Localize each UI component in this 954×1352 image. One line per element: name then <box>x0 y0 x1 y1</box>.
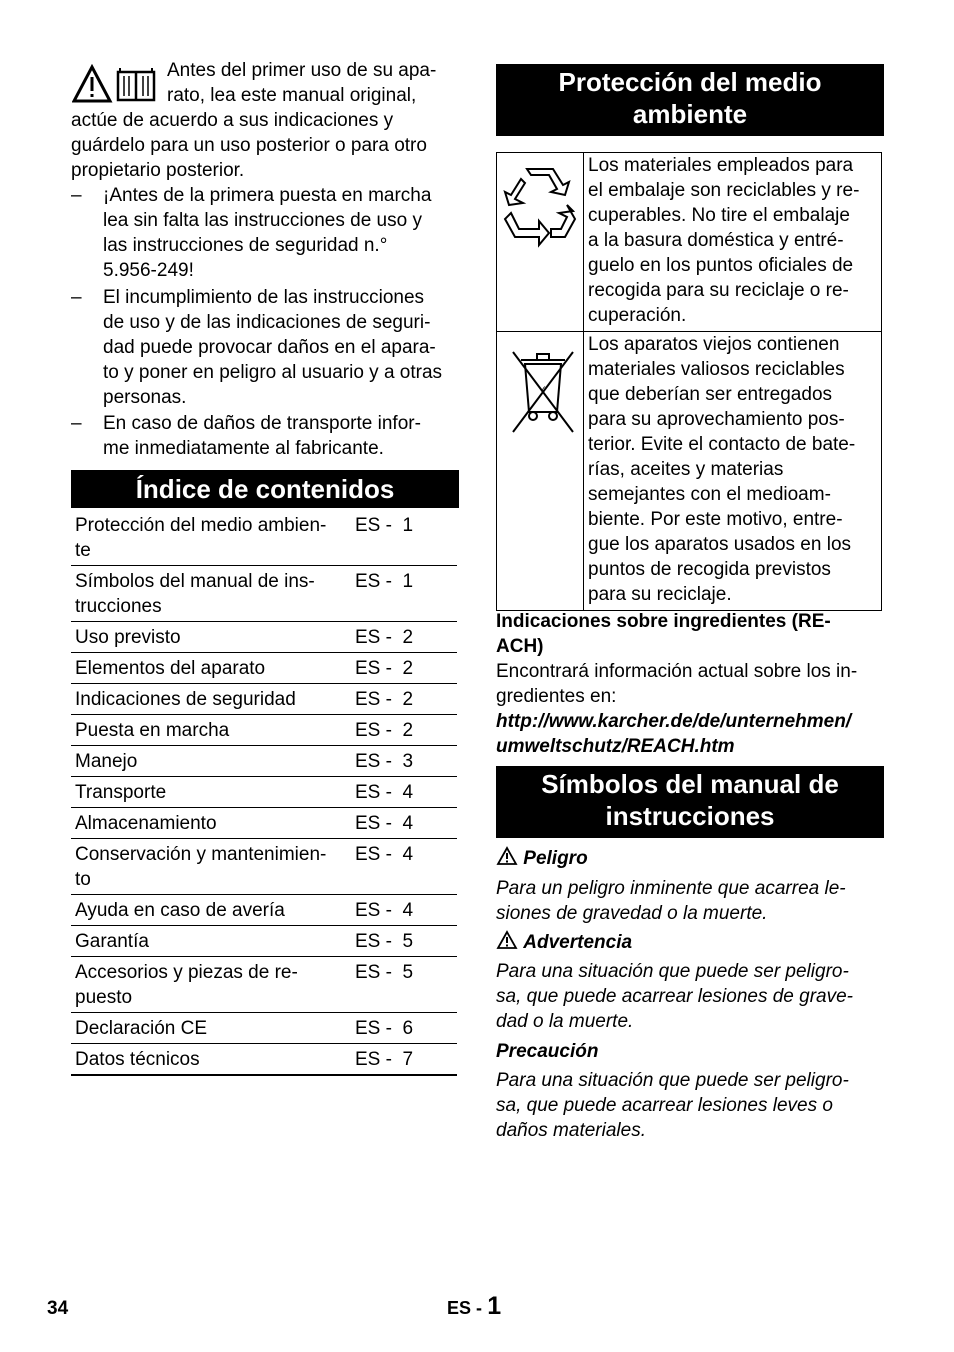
toc-row <box>71 1044 457 1076</box>
toc-entry-page: ES - 2 <box>355 684 457 715</box>
toc-entry-page: ES - 3 <box>355 746 457 777</box>
toc-entry-page: ES - 6 <box>355 1013 457 1044</box>
toc-entry-title: Conservación y mantenimien- to <box>71 839 355 895</box>
toc-row <box>71 746 457 777</box>
bullet-dash: – <box>71 287 82 308</box>
toc-entry-page: ES - 2 <box>355 715 457 746</box>
env-row <box>497 153 882 332</box>
toc-entry-page: ES - 1 <box>355 566 457 622</box>
reach-link[interactable]: http://www.karcher.de/de/unternehmen/ umweltschutz/REACH.htm <box>496 711 852 757</box>
section-prefix: ES - <box>447 1298 483 1318</box>
bullet-dash: – <box>71 185 82 206</box>
toc-entry-title: Puesta en marcha <box>71 715 355 746</box>
toc-row <box>71 926 457 957</box>
toc-entry-title: Indicaciones de seguridad <box>71 684 355 715</box>
precaucion-text: Para una situación que puede ser peligro- sa, que puede acarrear lesiones leves o daños materiales. <box>496 1070 849 1141</box>
toc-entry-title: Símbolos del manual de ins- trucciones <box>71 566 355 622</box>
toc-entry-title: Elementos del aparato <box>71 653 355 684</box>
precaucion-label: Precaución <box>496 1041 599 1062</box>
toc-entry-page: ES - 4 <box>355 839 457 895</box>
page-number: 34 <box>47 1298 69 1319</box>
toc-entry-page: ES - 7 <box>355 1044 457 1076</box>
toc-row <box>71 566 457 622</box>
svg-text:✓: ✓ <box>539 385 547 395</box>
intro-lead-text: Antes del primer uso de su apa- rato, lea este manual original, <box>167 60 437 106</box>
recycle-icon <box>501 165 581 255</box>
toc-entry-page: ES - 5 <box>355 957 457 1013</box>
reach-title: Indicaciones sobre ingredientes (RE- ACH) <box>496 611 831 657</box>
intro-continued-text: actúe de acuerdo a sus indicaciones y guárdelo para un uso posterior o para otro propietario posterior. <box>71 110 427 181</box>
toc-entry-title: Ayuda en caso de avería <box>71 895 355 926</box>
toc-table <box>71 510 457 1076</box>
peligro-heading <box>496 846 896 871</box>
env-row <box>497 332 882 611</box>
recycle-text: Los materiales empleados para el embalaje son reciclables y re- cuperables. No tire el embalaje a la basura doméstica y entré- guelo en los puntos oficiales de recogida para su reciclaje o re- cuperación. <box>584 153 882 332</box>
toc-row <box>71 653 457 684</box>
toc-entry-page: ES - 2 <box>355 622 457 653</box>
toc-row <box>71 510 457 566</box>
toc-row <box>71 1013 457 1044</box>
toc-entry-title: Datos técnicos <box>71 1044 355 1076</box>
warning-triangle-icon <box>496 930 518 950</box>
toc-entry-title: Manejo <box>71 746 355 777</box>
env-icon-cell <box>497 332 584 611</box>
bullet-text: ¡Antes de la primera puesta en marcha lea sin falta las instrucciones de uso y las instrucciones de seguridad n.° 5.956-249! <box>103 185 432 281</box>
env-icon-cell <box>497 153 584 332</box>
reach-text: Encontrará información actual sobre los in- gredientes en: <box>496 661 858 707</box>
toc-entry-page: ES - 1 <box>355 510 457 566</box>
peligro-label: Peligro <box>523 848 588 869</box>
toc-row <box>71 684 457 715</box>
toc-entry-title: Accesorios y piezas de re- puesto <box>71 957 355 1013</box>
toc-row <box>71 715 457 746</box>
section-page <box>447 1294 501 1321</box>
advertencia-label: Advertencia <box>523 932 633 953</box>
toc-entry-title: Protección del medio ambien- te <box>71 510 355 566</box>
peligro-text: Para un peligro inminente que acarrea le- siones de gravedad o la muerte. <box>496 878 846 924</box>
toc-heading: Índice de contenidos <box>71 470 459 508</box>
toc-entry-title: Declaración CE <box>71 1013 355 1044</box>
toc-entry-title: Almacenamiento <box>71 808 355 839</box>
toc-row <box>71 895 457 926</box>
toc-entry-page: ES - 5 <box>355 926 457 957</box>
toc-entry-page: ES - 4 <box>355 808 457 839</box>
toc-row <box>71 777 457 808</box>
toc-entry-page: ES - 4 <box>355 895 457 926</box>
advertencia-heading <box>496 930 896 955</box>
toc-entry-title: Uso previsto <box>71 622 355 653</box>
crossed-bin-icon <box>503 346 583 436</box>
toc-entry-page: ES - 4 <box>355 777 457 808</box>
toc-entry-title: Garantía <box>71 926 355 957</box>
bullet-dash: – <box>71 413 82 434</box>
toc-row <box>71 808 457 839</box>
bullet-text: El incumplimiento de las instrucciones de uso y de las indicaciones de seguri- dad puede provocar daños en el apara- to y poner en peligro al usuario y a otras personas. <box>103 287 443 408</box>
env-heading: Protección del medio ambiente <box>496 64 884 136</box>
env-table <box>496 152 882 611</box>
weee-text: Los aparatos viejos contienen materiales valiosos reciclables que deberían ser entregados para su aprovechamiento pos- terior. Evite el contacto de bate- rías, aceites y materias semejantes con el medioam- biente. Por este motivo, entre- gue los aparatos usados en los puntos de recogida previstos para su reciclaje. <box>584 332 882 611</box>
symbols-heading: Símbolos del manual de instrucciones <box>496 766 884 838</box>
toc-entry-title: Transporte <box>71 777 355 808</box>
bullet-text: En caso de daños de transporte infor- me inmediatamente al fabricante. <box>103 413 421 459</box>
toc-row <box>71 839 457 895</box>
toc-row <box>71 622 457 653</box>
toc-entry-page: ES - 2 <box>355 653 457 684</box>
toc-row <box>71 957 457 1013</box>
advertencia-text: Para una situación que puede ser peligro- sa, que puede acarrear lesiones de grave- dad o la muerte. <box>496 961 854 1032</box>
warning-manual-icon <box>72 64 160 104</box>
section-page-number: 1 <box>487 1292 502 1320</box>
warning-triangle-icon <box>496 846 518 866</box>
